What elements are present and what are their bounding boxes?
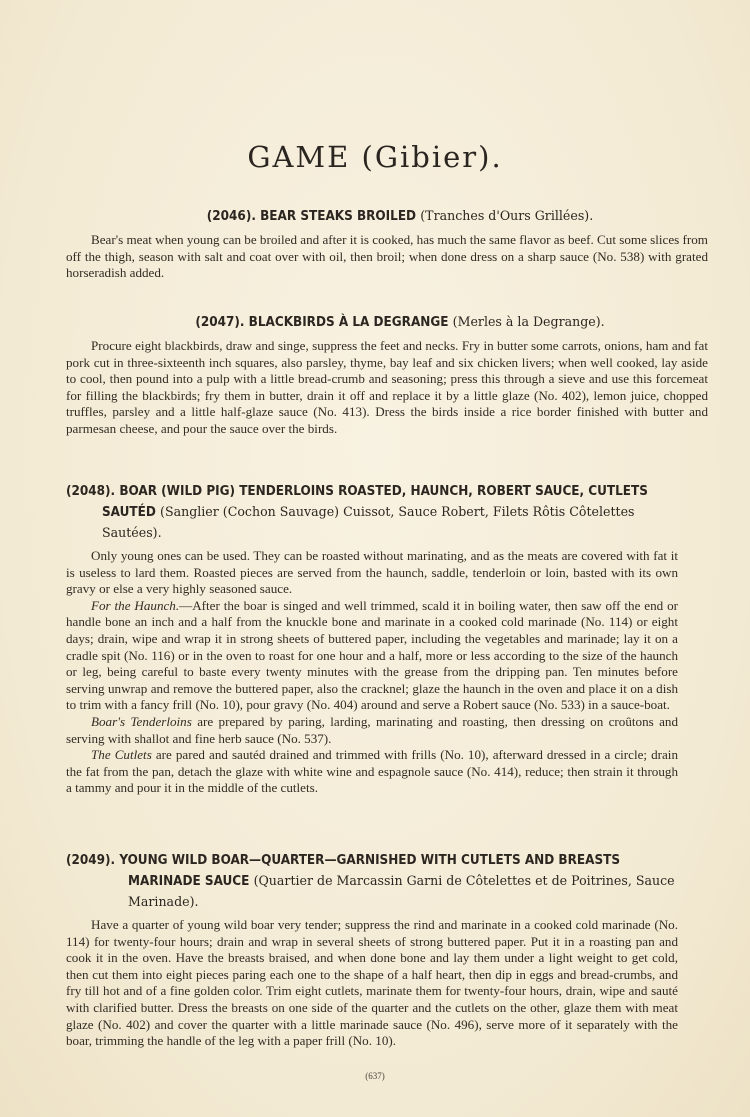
- recipe-paragraph: Procure eight blackbirds, draw and singe, suppress the feet and necks. Fry in butter some carrots, onions, ham and fat pork cut in three-sixteenth inch squares, also parsley, thyme, bay leaf and six chicken livers; when well cooked, lay aside to cool, then pound into a pulp with a little bread-crumb and seasoning; press this through a sieve and use this forcemeat for filling the blackbirds; fry them in butter, drain it off and replace it by a little glaze (No. 402), lemon juice, chopped truffles, parsley and a little half-glaze sauce (No. 413). Dress the birds inside a rice border finished with butter and parmesan cheese, and pour the sauce over the birds.: [66, 338, 708, 436]
- recipe-title-en: YOUNG WILD BOAR—QUARTER—GARNISHED WITH CUTLETS AND BREASTS: [119, 853, 621, 868]
- recipe-number: (2047).: [195, 315, 245, 330]
- recipe-title-en: BEAR STEAKS BROILED: [260, 209, 417, 224]
- recipe-2047: [66, 312, 708, 438]
- recipe-title-en: BOAR (WILD PIG) TENDERLOINS ROASTED, HAUNCH, ROBERT SAUCE, CUTLETS: [119, 484, 648, 499]
- recipe-heading: [92, 312, 708, 333]
- recipe-heading: [66, 851, 678, 871]
- recipe-paragraph: Only young ones can be used. They can be roasted without marinating, and as the meats are covered with fat it is useless to lard them. Roasted pieces are served from the haunch, saddle, tenderloin or loin, basted with its own gravy or else a very highly seasoned sauce.: [66, 548, 678, 597]
- recipe-heading: [92, 206, 708, 227]
- recipe-title-fr: (Merles à la Degrange).: [452, 314, 605, 329]
- recipe-title-en-cont: MARINADE SAUCE: [128, 874, 250, 889]
- recipe-paragraph: For the Haunch.—After the boar is singed and well trimmed, scald it in boiling water, then saw off the end or handle bone an inch and a half from the knuckle bone and marinate in a cooked cold marinade (No. 114) or eight days; drain, wipe and wrap it in strong sheets of buttered paper, including the vegetables and marinade; lay it on a cradle spit (No. 116) or in the oven to roast for one hour and a half, more or less according to the size of the haunch or leg, being careful to baste every twenty minutes with the grease from the dripping pan. Ten minutes before serving unwrap and remove the buttered paper, also the cracknel; glaze the haunch in the oven and place it on a dish to trim with a fancy frill (No. 10), pour gravy (No. 404) around and serve a Robert sauce (No. 533) in a sauce-boat.: [66, 597, 678, 713]
- recipe-heading-cont: [66, 502, 678, 544]
- recipe-paragraph: Boar's Tenderloins are prepared by paring, larding, marinating and roasting, then dressing on croûtons and serving with shallot and fine herb sauce (No. 537).: [66, 713, 678, 746]
- recipe-2049: [66, 851, 678, 1050]
- recipe-2046: [66, 206, 708, 282]
- recipe-heading-cont: [66, 871, 678, 913]
- recipe-title-en-cont: SAUTÉD: [102, 505, 156, 520]
- recipe-number: (2049).: [66, 853, 116, 868]
- italic-lead: Boar's Tenderloins: [91, 713, 192, 729]
- page-number: (637): [365, 1071, 385, 1081]
- recipe-heading: [66, 482, 678, 502]
- recipe-paragraph: Bear's meat when young can be broiled and after it is cooked, has much the same flavor as beef. Cut some slices from off the thigh, season with salt and coat over with oil, then broil; when done dress on a sharp sauce (No. 538) with grated horseradish added.: [66, 232, 708, 281]
- page-title: GAME (Gibier).: [247, 140, 503, 174]
- recipe-title-fr: (Quartier de Marcassin Garni de Côtelettes et de Poitrines, Sauce Marinade).: [128, 873, 675, 909]
- italic-lead: For the Haunch.: [91, 597, 180, 613]
- recipe-title-fr: (Tranches d'Ours Grillées).: [420, 208, 594, 223]
- recipe-number: (2046).: [206, 209, 256, 224]
- recipe-title-fr: (Sanglier (Cochon Sauvage) Cuissot, Sauce Robert, Filets Rôtis Côtelettes Sautées).: [102, 504, 635, 540]
- italic-lead: The Cutlets: [91, 747, 152, 763]
- recipe-title-en: BLACKBIRDS À LA DEGRANGE: [248, 315, 449, 330]
- recipe-paragraph: The Cutlets are pared and sautéd drained and trimmed with frills (No. 10), afterward dressed in a circle; drain the fat from the pan, detach the glaze with white wine and espagnole sauce (No. 414), reduce; then strain it through a tammy and pour it in the middle of the cutlets.: [66, 747, 678, 796]
- recipe-number: (2048).: [66, 484, 116, 499]
- recipe-2048: [66, 482, 678, 797]
- recipe-paragraph: Have a quarter of young wild boar very tender; suppress the rind and marinate in a cooked cold marinade (No. 114) for twenty-four hours; drain and wrap in several sheets of strong buttered paper. Put it in a roasting pan and cook it in the oven. Have the breasts braised, and when done bone and lay them under a light weight to get cold, then cut them into eight pieces paring each one to the shape of a half heart, then dip in eggs and bread-crumbs, and fry till hot and of a fine golden color. Trim eight cutlets, marinate them for twenty-four hours, drain, wipe and sauté with clarified butter. Dress the breasts on one side of the quarter and the cutlets on the other, glaze them with meat glaze (No. 402) and cover the quarter with a little marinade sauce (No. 496), serve more of it separately with the boar, trimming the handle of the leg with a paper frill (No. 10).: [66, 917, 678, 1049]
